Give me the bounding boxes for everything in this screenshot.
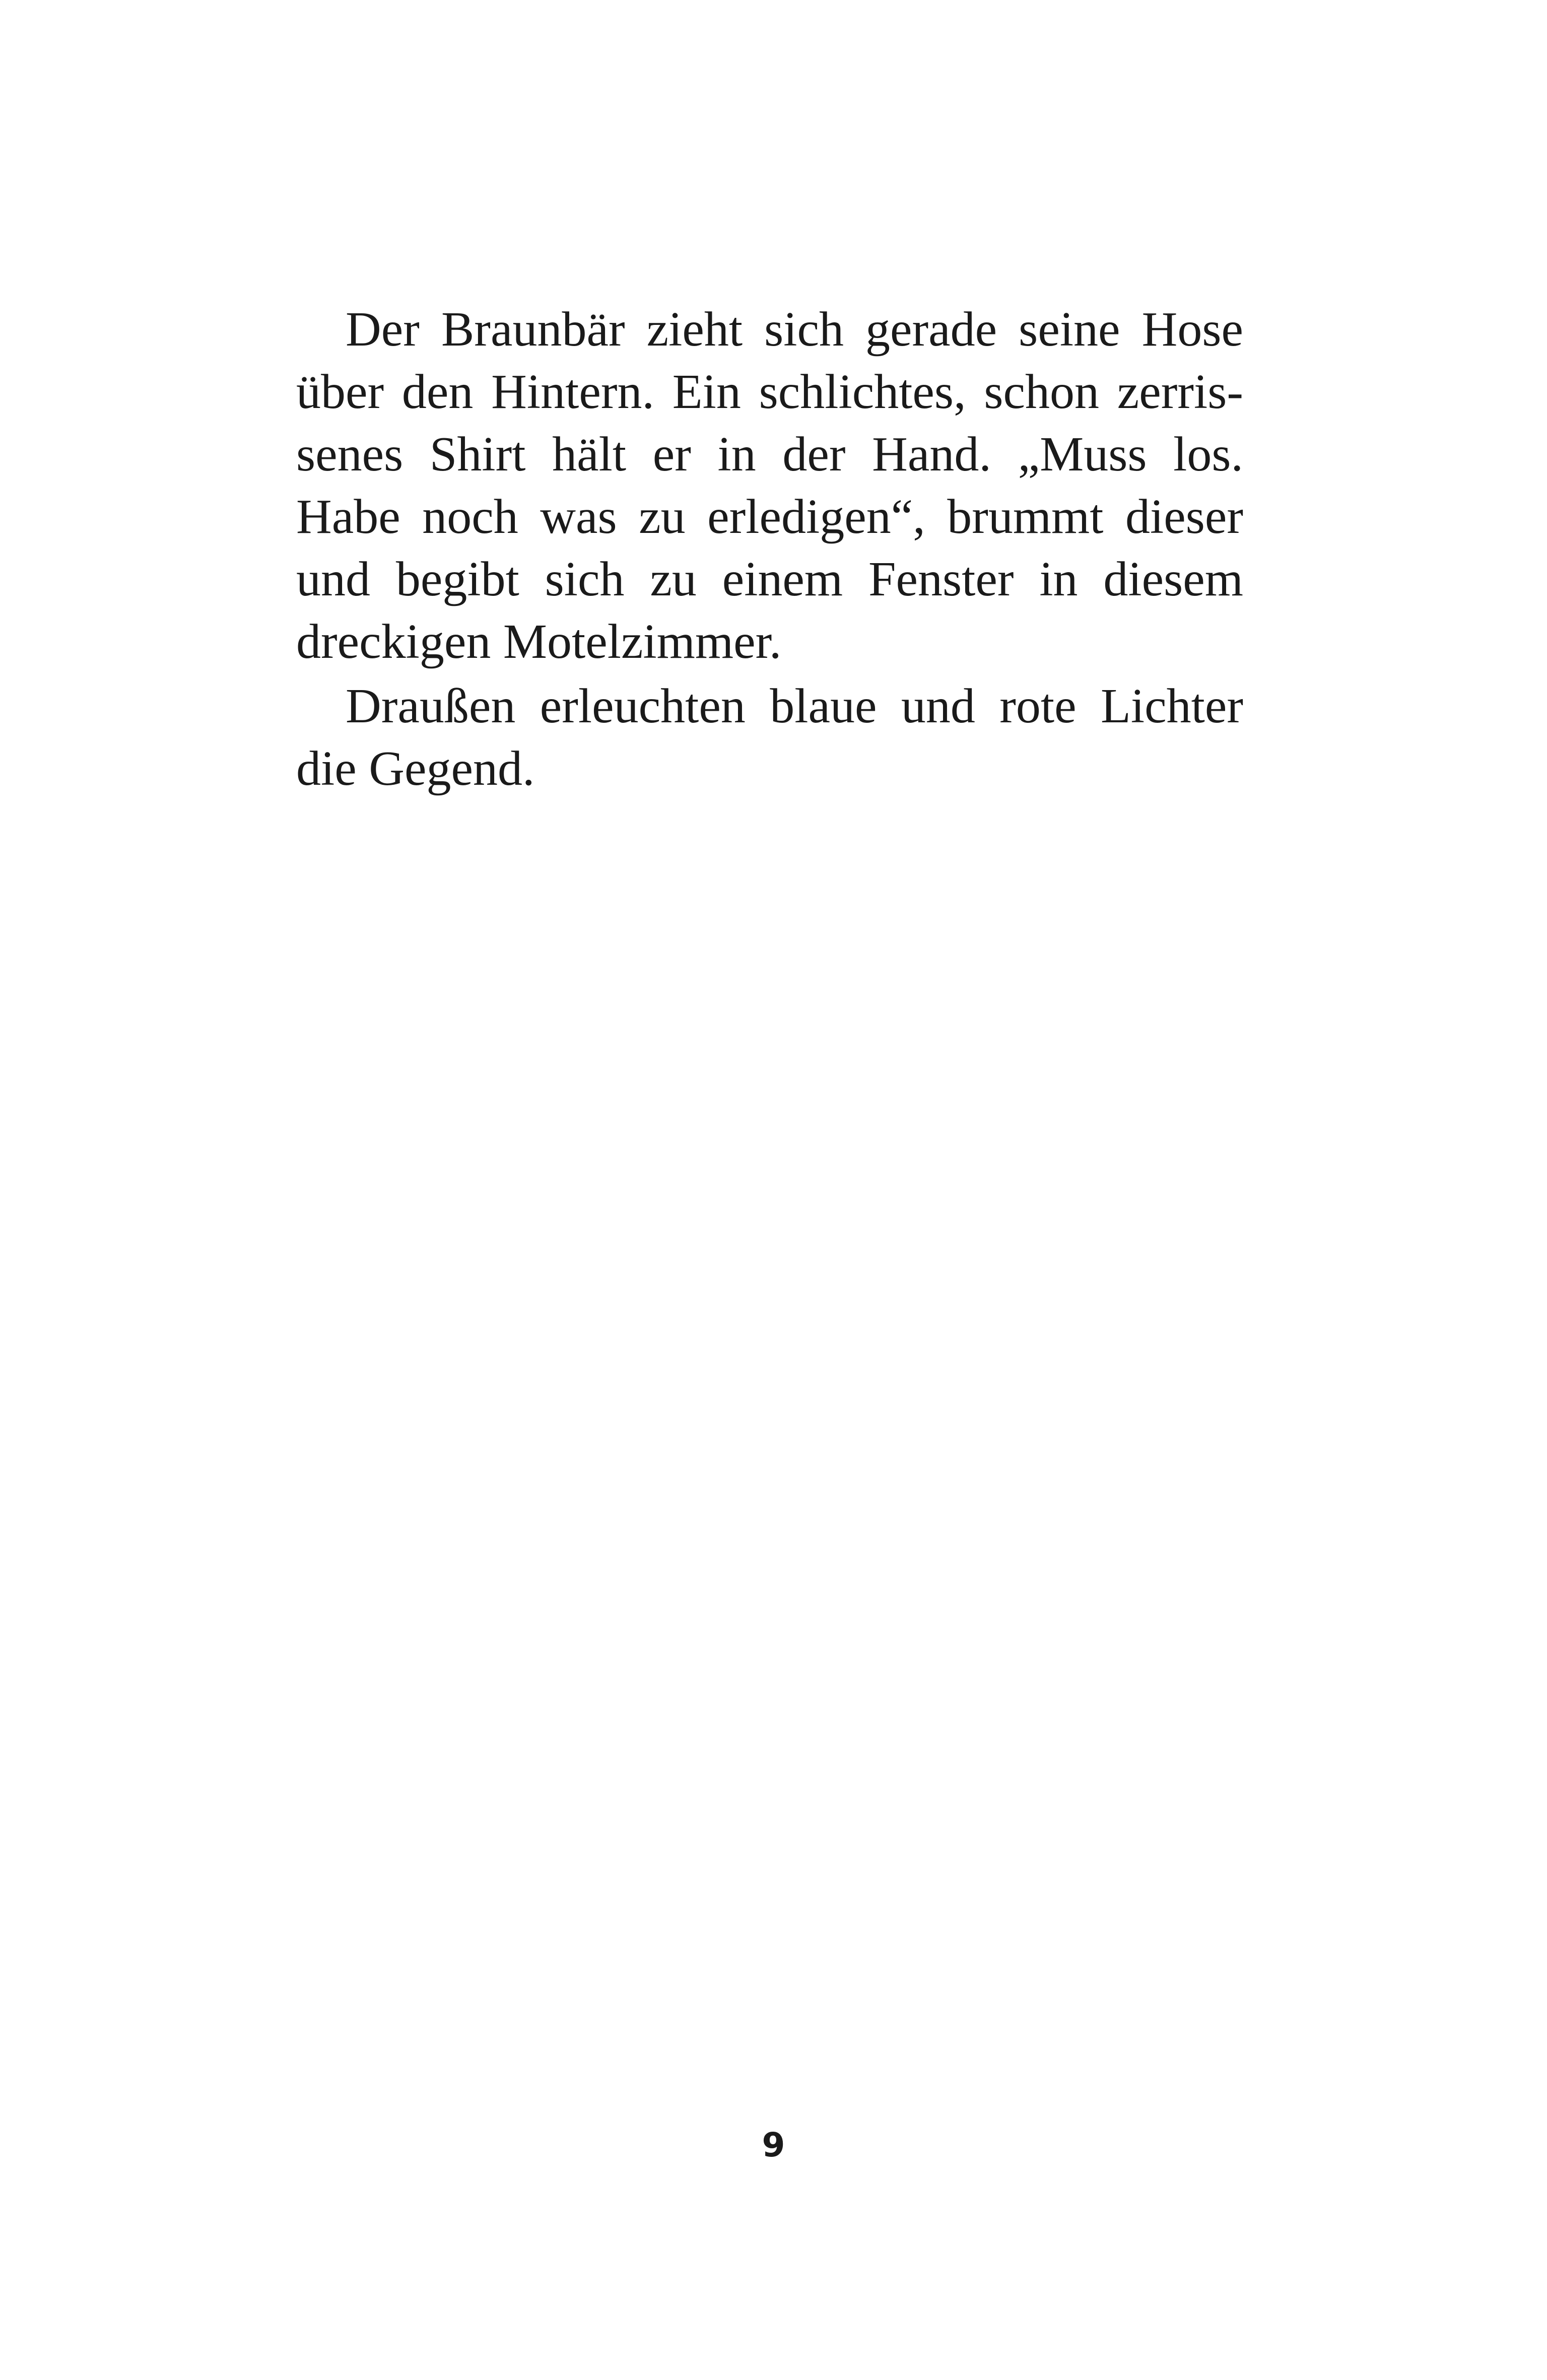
text-line: dreckigen Motelzimmer.: [296, 615, 782, 669]
paragraph-2: [296, 675, 1243, 800]
text-line: Habe noch was zu erledigen“, brummt dieser: [296, 490, 1243, 544]
text-line: Der Braunbär zieht sich gerade seine Hose: [346, 302, 1243, 357]
body-text: [296, 298, 1243, 800]
text-line: Draußen erleuchten blaue und rote Lichter: [346, 679, 1243, 733]
paragraph-1: [296, 298, 1243, 673]
text-line: und begibt sich zu einem Fenster in diesem: [296, 552, 1243, 606]
text-line: die Gegend.: [296, 741, 535, 796]
text-line: über den Hintern. Ein schlichtes, schon zerris-: [296, 365, 1243, 419]
page-number: 9: [762, 2126, 785, 2164]
text-line: senes Shirt hält er in der Hand. „Muss los.: [296, 427, 1243, 482]
